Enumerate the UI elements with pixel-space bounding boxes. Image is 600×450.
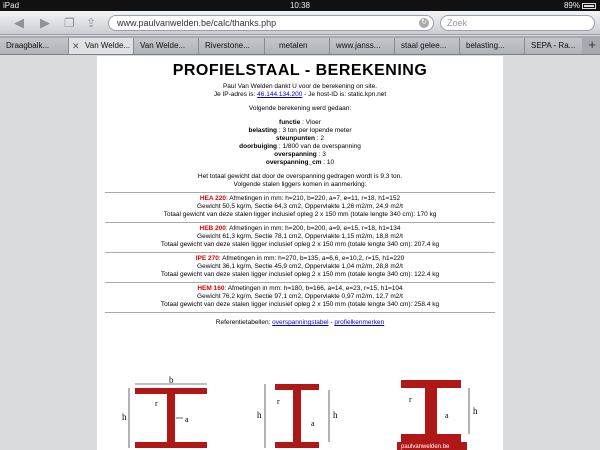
close-tab-icon[interactable]: ✕: [72, 41, 80, 51]
battery-indicator: [564, 0, 596, 11]
span-table-link[interactable]: overspanningstabel: [272, 319, 329, 326]
ipe-profile-diagram: [247, 376, 347, 450]
browser-toolbar: [0, 11, 600, 35]
page-body: [97, 56, 503, 450]
share-icon[interactable]: ⇪: [86, 16, 97, 30]
forward-icon[interactable]: ▶: [40, 15, 50, 30]
beam-name: HEA 220: [199, 195, 227, 202]
param-overspanning: overspanning : 3: [274, 151, 326, 158]
svg-text:r: r: [155, 399, 158, 408]
search-placeholder: Zoek: [447, 18, 468, 28]
param-overspanning-cm: overspanning_cm : 10: [265, 159, 335, 166]
reference-line: Referentietabellen: overspanningstabel - profielkenmerken: [105, 312, 495, 327]
following-text: Volgende stalen liggers komen in aanmerking:: [233, 181, 367, 188]
tab-1[interactable]: ✕ Van Welde...: [68, 38, 133, 54]
page-title: PROFIELSTAAL - BEREKENING: [172, 62, 428, 79]
search-input[interactable]: [440, 15, 595, 31]
ip-line: Je IP-adres is: 46.144.134.200 - Je host-ID is: static.kpn.net: [213, 91, 387, 98]
tab-0[interactable]: Draagbalk...: [0, 38, 68, 54]
new-tab-icon[interactable]: +: [588, 37, 596, 52]
beam-name: HEM 160: [197, 285, 225, 292]
param-functie: functie : Vloer: [279, 119, 321, 126]
tab-bar: [0, 36, 600, 55]
beam-name: HEB 200: [199, 225, 226, 232]
beam-result: IPE 270: Afmetingen in mm: h=270, b=135, a=6,6, e=10,2, r=15, h1=220 Gewicht 36,1 kg/m, Sectie 45,9 cm2, Oppervlakte 1,04 m2/m, 28,8 m2/t Totaal gewicht van deze stalen ligger inclusief opleg 2 x 150 mm (totale lengte 340 cm): 122.4 kg: [105, 252, 495, 279]
reload-icon[interactable]: ↻: [419, 18, 429, 28]
param-belasting: belasting : 3 ton per lopende meter: [248, 127, 352, 134]
total-weight-text: Het totaal gewicht dat door de overspanning gedragen wordt is 9.3 ton.: [197, 173, 403, 180]
beam-name: IPE 270: [195, 255, 219, 262]
url-field[interactable]: [108, 15, 434, 31]
profile-link[interactable]: profielkenmerken: [334, 319, 385, 326]
svg-text:a: a: [445, 411, 449, 420]
svg-text:r: r: [277, 397, 280, 406]
tab-3[interactable]: Riverstone...: [198, 38, 264, 54]
url-text: www.paulvanwelden.be/calc/thanks.php: [117, 18, 277, 28]
battery-percent: 89%: [563, 1, 580, 10]
svg-text:h: h: [333, 410, 338, 420]
svg-text:h: h: [473, 406, 478, 416]
tab-8[interactable]: SEPA - Ra...: [524, 38, 582, 54]
param-steunpunten: steunpunten : 2: [275, 135, 325, 142]
beam-result: HEA 220: Afmetingen in mm: h=210, b=220, a=7, e=11, r=18, h1=152 Gewicht 50,5 kg/m, Sectie 64,3 cm2, Oppervlakte 1,26 m2/m, 24,9 m2/t Totaal gewicht van deze stalen ligger inclusief opleg 2 x 150 mm (totale lengte 340 cm): 170 kg: [105, 192, 495, 219]
tab-5[interactable]: www.janss...: [329, 38, 394, 54]
svg-text:b: b: [169, 376, 174, 385]
svg-text:h: h: [122, 412, 127, 422]
status-bar: [0, 0, 600, 11]
beam-result: HEM 160: Afmetingen in mm: h=180, b=166, a=14, e=23, r=15, h1=104 Gewicht 76,2 kg/m, Sectie 97,1 cm2, Oppervlakte 0,97 m2/m, 12,7 m2/t Totaal gewicht van deze stalen ligger inclusief opleg 2 x 150 mm (totale lengte 340 cm): 258.4 kg: [105, 282, 495, 309]
clock: 10:38: [289, 1, 311, 10]
web-content: [0, 56, 600, 450]
tab-6[interactable]: staal gelee...: [394, 38, 459, 54]
hem-profile-diagram: [383, 376, 489, 450]
svg-text:h: h: [257, 410, 262, 420]
tab-2[interactable]: Van Welde...: [133, 38, 198, 54]
param-doorbuiging: doorbuiging : 1/800 van de overspanning: [239, 143, 361, 150]
tab-7[interactable]: belasting...: [459, 38, 524, 54]
hea-profile-diagram: [121, 376, 221, 450]
svg-text:r: r: [409, 395, 412, 404]
profile-diagrams: [97, 376, 503, 450]
calc-intro: Volgende berekening werd gedaan:: [248, 105, 352, 112]
svg-text:a: a: [185, 415, 189, 424]
thanks-text: Paul Van Welden dankt U voor de berekening on site.: [222, 83, 378, 90]
device-name: iPad: [3, 1, 20, 10]
svg-text:a: a: [311, 419, 315, 428]
ip-link[interactable]: 46.144.134.200: [257, 91, 303, 98]
beam-result: HEB 200: Afmetingen in mm: h=200, b=200, a=9, e=15, r=18, h1=134 Gewicht 61,3 kg/m, Sectie 78,1 cm2, Oppervlakte 1,15 m2/m, 18,8 m2/t Totaal gewicht van deze stalen ligger inclusief opleg 2 x 150 mm (totale lengte 340 cm): 207.4 kg: [105, 222, 495, 249]
battery-icon: [582, 3, 596, 9]
back-icon[interactable]: ◀: [14, 15, 24, 30]
bookmarks-icon[interactable]: ❐: [64, 16, 75, 30]
watermark-text: paulvanwelden.be: [401, 444, 450, 450]
tab-4[interactable]: metalen: [264, 38, 329, 54]
